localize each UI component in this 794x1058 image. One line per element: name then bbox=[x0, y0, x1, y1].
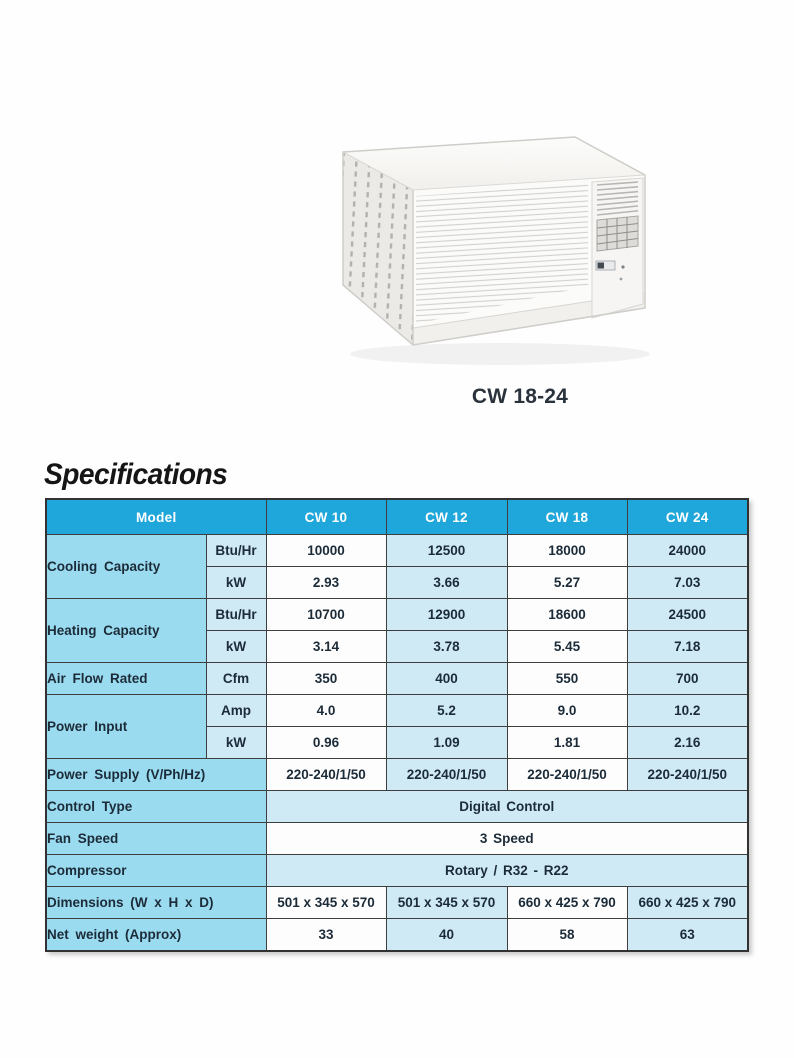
value-cell: 1.09 bbox=[386, 727, 507, 759]
table-row bbox=[46, 887, 748, 919]
value-cell: 3.66 bbox=[386, 567, 507, 599]
table-row bbox=[46, 663, 748, 695]
value-cell: 12900 bbox=[386, 599, 507, 631]
value-cell: 501 x 345 x 570 bbox=[386, 887, 507, 919]
unit-cell: Btu/Hr bbox=[206, 599, 266, 631]
value-cell: 18000 bbox=[507, 535, 627, 567]
column-header-cw10: CW 10 bbox=[266, 499, 386, 535]
table-row bbox=[46, 599, 748, 631]
table-header-row bbox=[46, 499, 748, 535]
row-label-net-weight: Net weight (Approx) bbox=[46, 919, 266, 951]
value-cell: 3.78 bbox=[386, 631, 507, 663]
value-cell: 33 bbox=[266, 919, 386, 951]
ac-unit-illustration bbox=[330, 88, 652, 388]
value-cell: 2.93 bbox=[266, 567, 386, 599]
row-label-cooling-capacity: Cooling Capacity bbox=[46, 535, 206, 599]
table-row bbox=[46, 535, 748, 567]
unit-cell: kW bbox=[206, 567, 266, 599]
merged-value-cell: Digital Control bbox=[266, 791, 748, 823]
row-label-compressor: Compressor bbox=[46, 855, 266, 887]
value-cell: 660 x 425 x 790 bbox=[507, 887, 627, 919]
row-label-dimensions: Dimensions (W x H x D) bbox=[46, 887, 266, 919]
value-cell: 5.45 bbox=[507, 631, 627, 663]
value-cell: 350 bbox=[266, 663, 386, 695]
value-cell: 220-240/1/50 bbox=[386, 759, 507, 791]
value-cell: 220-240/1/50 bbox=[627, 759, 748, 791]
unit-cell: Amp bbox=[206, 695, 266, 727]
row-label-control-type: Control Type bbox=[46, 791, 266, 823]
value-cell: 0.96 bbox=[266, 727, 386, 759]
value-cell: 400 bbox=[386, 663, 507, 695]
value-cell: 660 x 425 x 790 bbox=[627, 887, 748, 919]
ground-shadow bbox=[350, 343, 650, 365]
table-row bbox=[46, 919, 748, 951]
value-cell: 220-240/1/50 bbox=[507, 759, 627, 791]
value-cell: 5.27 bbox=[507, 567, 627, 599]
table-row bbox=[46, 759, 748, 791]
value-cell: 18600 bbox=[507, 599, 627, 631]
ac-right-panel bbox=[592, 178, 643, 318]
table-row bbox=[46, 791, 748, 823]
merged-value-cell: 3 Speed bbox=[266, 823, 748, 855]
model-header-cell: Model bbox=[46, 499, 266, 535]
table-row bbox=[46, 695, 748, 727]
vent-grille bbox=[597, 216, 638, 251]
value-cell: 220-240/1/50 bbox=[266, 759, 386, 791]
unit-cell: kW bbox=[206, 631, 266, 663]
value-cell: 40 bbox=[386, 919, 507, 951]
row-label-power-supply: Power Supply (V/Ph/Hz) bbox=[46, 759, 266, 791]
unit-cell: Cfm bbox=[206, 663, 266, 695]
value-cell: 10700 bbox=[266, 599, 386, 631]
value-cell: 9.0 bbox=[507, 695, 627, 727]
column-header-cw18: CW 18 bbox=[507, 499, 627, 535]
value-cell: 10000 bbox=[266, 535, 386, 567]
value-cell: 7.03 bbox=[627, 567, 748, 599]
column-header-cw12: CW 12 bbox=[386, 499, 507, 535]
product-model-caption: CW 18-24 bbox=[471, 385, 569, 408]
column-header-cw24: CW 24 bbox=[627, 499, 748, 535]
value-cell: 7.18 bbox=[627, 631, 748, 663]
product-photo bbox=[330, 88, 652, 388]
merged-value-cell: Rotary / R32 - R22 bbox=[266, 855, 748, 887]
specifications-table bbox=[45, 498, 749, 952]
value-cell: 10.2 bbox=[627, 695, 748, 727]
table-row bbox=[46, 823, 748, 855]
row-label-air-flow-rated: Air Flow Rated bbox=[46, 663, 206, 695]
page-title: Specifications bbox=[44, 458, 228, 491]
value-cell: 63 bbox=[627, 919, 748, 951]
value-cell: 3.14 bbox=[266, 631, 386, 663]
unit-cell: kW bbox=[206, 727, 266, 759]
value-cell: 1.81 bbox=[507, 727, 627, 759]
value-cell: 4.0 bbox=[266, 695, 386, 727]
value-cell: 24000 bbox=[627, 535, 748, 567]
value-cell: 2.16 bbox=[627, 727, 748, 759]
unit-cell: Btu/Hr bbox=[206, 535, 266, 567]
value-cell: 12500 bbox=[386, 535, 507, 567]
table-row bbox=[46, 855, 748, 887]
value-cell: 700 bbox=[627, 663, 748, 695]
row-label-power-input: Power Input bbox=[46, 695, 206, 759]
row-label-fan-speed: Fan Speed bbox=[46, 823, 266, 855]
value-cell: 501 x 345 x 570 bbox=[266, 887, 386, 919]
value-cell: 24500 bbox=[627, 599, 748, 631]
value-cell: 5.2 bbox=[386, 695, 507, 727]
value-cell: 58 bbox=[507, 919, 627, 951]
value-cell: 550 bbox=[507, 663, 627, 695]
row-label-heating-capacity: Heating Capacity bbox=[46, 599, 206, 663]
